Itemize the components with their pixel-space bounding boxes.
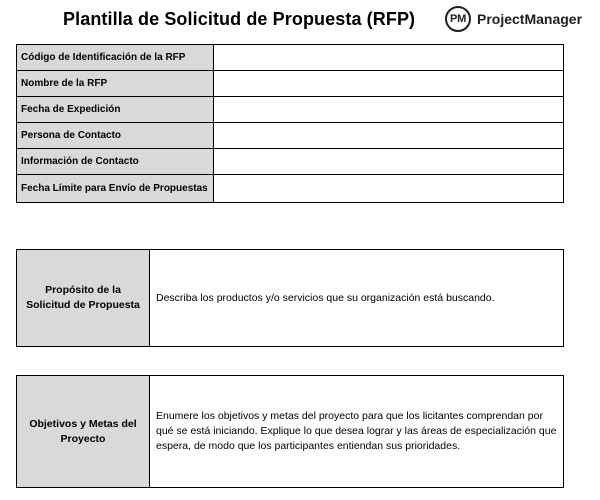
issue-date-label: Fecha de Expedición: [17, 97, 214, 123]
page-title: Plantilla de Solicitud de Propuesta (RFP): [63, 9, 416, 29]
table-row: [17, 123, 564, 149]
issue-date-value[interactable]: [214, 97, 564, 123]
contact-info-value[interactable]: [214, 149, 564, 175]
table-row: [17, 71, 564, 97]
table-row: [17, 149, 564, 175]
table-row: [17, 376, 564, 488]
objectives-description[interactable]: Enumere los objetivos y metas del proyecto para que los licitantes comprendan por qué se está iniciando. Explique lo que desea lograr y las áreas de especialización que espera, de modo que los participantes entiendan sus prioridades.: [150, 376, 564, 488]
table-row: [17, 97, 564, 123]
contact-person-label: Persona de Contacto: [17, 123, 214, 149]
purpose-section: [16, 249, 564, 347]
deadline-label: Fecha Límite para Envío de Propuestas: [17, 175, 214, 203]
objectives-label: Objetivos y Metas del Proyecto: [17, 376, 150, 488]
purpose-description[interactable]: Describa los productos y/o servicios que su organización está buscando.: [150, 250, 564, 347]
purpose-label: Propósito de la Solicitud de Propuesta: [17, 250, 150, 347]
contact-person-value[interactable]: [214, 123, 564, 149]
table-row: [17, 175, 564, 203]
contact-info-label: Información de Contacto: [17, 149, 214, 175]
rfp-id-label: Código de Identificación de la RFP: [17, 45, 214, 71]
pm-logo-icon: PM: [445, 6, 471, 32]
table-row: [17, 45, 564, 71]
brand-name: ProjectManager: [477, 11, 583, 27]
table-row: [17, 250, 564, 347]
objectives-section: [16, 375, 564, 488]
rfp-name-value[interactable]: [214, 71, 564, 97]
rfp-info-table: [16, 44, 564, 203]
deadline-value[interactable]: [214, 175, 564, 203]
brand-logo: [445, 6, 582, 32]
rfp-name-label: Nombre de la RFP: [17, 71, 214, 97]
rfp-id-value[interactable]: [214, 45, 564, 71]
